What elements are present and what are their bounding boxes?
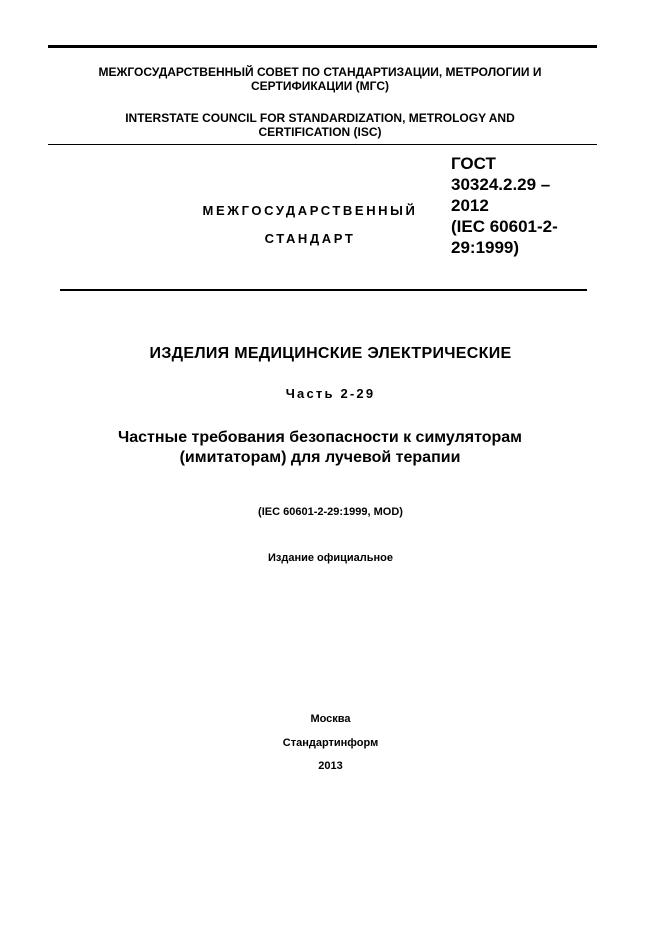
imprint-year: 2013 <box>318 760 343 772</box>
gost-designation <box>451 153 601 258</box>
edition-label: Издание официальное <box>267 552 394 564</box>
imprint-city: Москва <box>310 713 351 725</box>
iec-reference: (IEC 60601-2-29:1999, MOD) <box>258 506 403 518</box>
standard-label-line2: СТАНДАРТ <box>264 231 356 246</box>
gost-line-1: ГОСТ <box>451 154 496 173</box>
subtitle-line-1: Частные требования безопасности к симуляторам <box>117 429 523 446</box>
standard-label-line1: МЕЖГОСУДАРСТВЕННЫЙ <box>202 203 418 218</box>
subtitle-line-2: (имитаторам) для лучевой терапии <box>179 449 461 466</box>
document-title: ИЗДЕЛИЯ МЕДИЦИНСКИЕ ЭЛЕКТРИЧЕСКИЕ <box>149 345 512 362</box>
gost-line-5: 29:1999) <box>451 238 520 257</box>
council-rule <box>48 144 597 145</box>
part-number: Часть 2-29 <box>285 386 376 401</box>
council-name-ru: МЕЖГОСУДАРСТВЕННЫЙ СОВЕТ ПО СТАНДАРТИЗАЦИИ, МЕТРОЛОГИИ И СЕРТИФИКАЦИИ (МГС) <box>98 65 542 93</box>
gost-line-2: 30324.2.29 – <box>451 175 551 194</box>
standard-rule <box>60 289 587 291</box>
council-name-en: INTERSTATE COUNCIL FOR STANDARDIZATION, METROLOGY AND CERTIFICATION (ISC) <box>125 111 515 139</box>
gost-line-4: (IEC 60601-2- <box>451 217 558 236</box>
top-rule <box>48 45 597 48</box>
imprint-publisher: Стандартинформ <box>282 737 379 749</box>
gost-line-3: 2012 <box>451 196 489 215</box>
document-subtitle <box>70 428 570 468</box>
